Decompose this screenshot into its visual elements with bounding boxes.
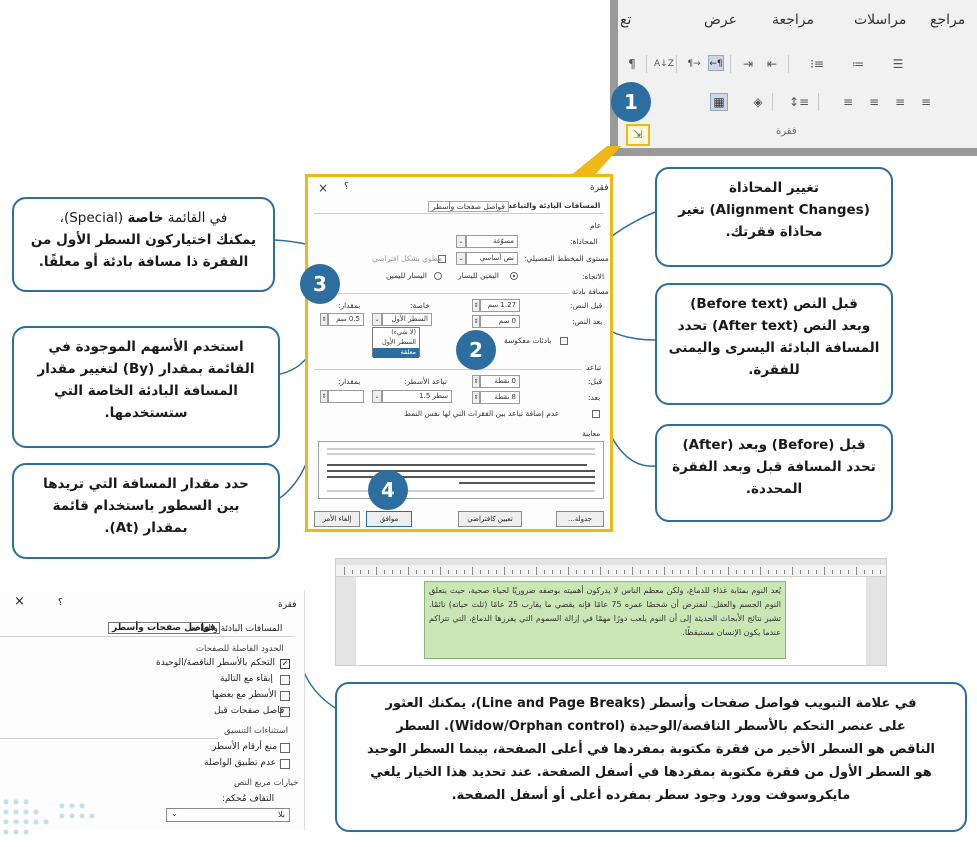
alignment-select[interactable]: مسوّغة <box>466 235 518 248</box>
ruler-tick <box>792 567 793 575</box>
page-break-label: فاصل صفحات قبل <box>214 706 285 716</box>
ruler-tick <box>368 570 369 574</box>
bullets-icon[interactable]: ☰ <box>892 57 904 71</box>
ruler-tick <box>400 570 401 574</box>
special-dropdown-list <box>372 327 420 357</box>
line-spacing-icon[interactable]: ↕≡ <box>788 95 810 109</box>
outline-level-label: مستوى المخطط التفصيلي: <box>524 254 609 263</box>
indentation-header: مسافة بادئة <box>572 287 609 296</box>
ruler-tick <box>344 567 345 575</box>
ruler-tick <box>728 567 729 575</box>
preview-line <box>327 448 595 450</box>
spinner-icon[interactable]: ⇕ <box>320 313 328 326</box>
widow-orphan-checkbox[interactable]: ✓ <box>281 659 289 668</box>
after-label: بعد: <box>588 393 601 402</box>
numbering-icon[interactable]: ≔ <box>852 57 864 71</box>
alignment-label: المحاذاة: <box>570 237 598 246</box>
after-input[interactable]: 8 نقطة <box>480 391 520 404</box>
align-center-icon[interactable]: ≡ <box>894 95 906 109</box>
ruler-tick <box>576 570 577 574</box>
ruler-tick <box>664 567 665 575</box>
chevron-down-icon[interactable]: ⌄ <box>456 252 466 265</box>
tab-mailings[interactable]: مراسلات <box>854 12 907 28</box>
preview-header: معاينة <box>582 429 601 438</box>
chevron-down-icon[interactable]: ⌄ <box>171 809 178 818</box>
dont-add-space-label: عدم إضافة تباعد بين الفقرات التي لها نفس النمط <box>404 409 560 418</box>
pagination-header: الحدود الفاصلة للصفحات <box>196 644 284 654</box>
ruler-tick <box>760 567 761 575</box>
before-label: قبل: <box>588 377 603 386</box>
ruler-tick <box>592 570 593 574</box>
tab-indents-spacing[interactable]: المسافات البادئة والتباعد <box>190 624 283 634</box>
ruler-tick <box>568 567 569 575</box>
dont-hyphenate-checkbox[interactable] <box>280 759 290 769</box>
tab-divider <box>0 636 295 637</box>
decorative-dots <box>0 790 110 847</box>
preview-line <box>327 470 595 472</box>
ruler-tick <box>632 567 633 575</box>
selected-paragraph[interactable] <box>424 581 786 659</box>
increase-indent-icon[interactable]: ⇥ <box>742 57 754 71</box>
preview-line <box>327 453 595 455</box>
ruler-tick <box>864 570 865 574</box>
align-right-icon[interactable]: ≡ <box>920 95 932 109</box>
ruler-tick <box>552 570 553 574</box>
chevron-down-icon[interactable]: ⌄ <box>372 313 382 326</box>
ruler-tick <box>688 570 689 574</box>
callout-by: استخدم الأسهم الموجودة في القائمة بمقدار (By) لتغيير مقدار المسافة البادئة الخاصة التي ستستخدمها. <box>12 326 280 448</box>
outline-level-select[interactable]: نص أساسي <box>466 252 518 265</box>
ruler-tick <box>440 567 441 575</box>
callout-before-after-text: قبل النص (Before text) وبعد النص (After text) تحدد المسافة البادئة اليسرى واليمنى للفقرة. <box>655 283 893 405</box>
step-badge-2: 2 <box>456 330 496 370</box>
divider <box>0 738 218 739</box>
ruler-tick <box>784 570 785 574</box>
tight-wrap-label: التفاف مُحكم: <box>222 794 275 804</box>
callout-alignment: تغيير المحاذاة (Alignment Changes) تغير محاذاة فقرتك. <box>655 167 893 267</box>
formatting-header: استثناءات التنسيق <box>224 726 289 736</box>
callout-before-after: قبل (Before) وبعد (After) تحدد المسافة قبل وبعد الفقرة المحددة. <box>655 424 893 522</box>
ruler-tick <box>624 570 625 574</box>
dont-add-space-checkbox[interactable] <box>592 410 600 418</box>
ruler-tick <box>832 570 833 574</box>
ruler-tick <box>680 570 681 574</box>
special-option-hanging[interactable]: معلقة <box>373 348 419 358</box>
ruler-tick <box>704 570 705 574</box>
spacing-header: تباعد <box>586 363 602 372</box>
spinner-icon[interactable]: ⇕ <box>472 315 480 328</box>
ruler <box>336 565 886 577</box>
callout-widow-orphan: في علامة التبويب فواصل صفحات وأسطر (Line and Page Breaks)، يمكنك العثور على عنصر التحكم بالأسطر الناقصة/الوحيدة (Widow/Orphan control). السطر الناقص هو السطر الأخير من فقرة مكتوبة بمفردها في أعلى الصفحة، بينما السطر الوحيد هو السطر الأول من فقرة مكتوبة بمفردها في أسفل الصفحة. عند تحديد هذا الخيار يلغي مايكروسوفت وورد وجود سطر بمفرده أعلى أو أسفل الصفحة. <box>335 682 967 832</box>
ruler-tick <box>856 567 857 575</box>
tab-line-page-breaks[interactable]: فواصل صفحات وأسطر <box>108 622 220 634</box>
before-text-input[interactable]: 1.27 سم <box>480 299 520 312</box>
spinner-icon[interactable]: ⇕ <box>472 375 480 388</box>
preview-line <box>327 464 587 466</box>
close-icon[interactable]: × <box>14 594 25 609</box>
general-header: عام <box>590 221 602 230</box>
before-input[interactable]: 0 نقطة <box>480 375 520 388</box>
ruler-tick <box>816 570 817 574</box>
after-text-input[interactable]: 0 سم <box>480 315 520 328</box>
widow-orphan-label: التحكم بالأسطر الناقصة/الوحيدة <box>156 658 275 668</box>
paragraph-text: يُعد النوم بمثابة غذاء للدماغ، ولكن معظم الناس لا يدركون أهميته بوصفه ضروريًا لحياة صحية، حيث يتعلق النوم الجسم والعقل. لنفترض أن شخصًا عمره 75 عامًا فإنه يقضي ما يقارب 25 عامًا (ثلث حياته) نائمًا. تشير نتائج الأبحاث الحديثة إلى أن النوم يلعب دورًا مهمًا في إزالة السموم التي يفرزها الدماغ، التي تتراكم عندما يكون الإنسان مستيقظًا. <box>429 586 781 637</box>
ruler-tick <box>464 570 465 574</box>
ruler-tick <box>840 570 841 574</box>
line-spacing-select[interactable]: سطر 1.5 <box>382 390 452 403</box>
ruler-tick <box>512 570 513 574</box>
chevron-down-icon[interactable]: ⌄ <box>456 235 466 248</box>
ok-button[interactable]: موافق <box>366 511 412 527</box>
ruler-tick <box>880 570 881 574</box>
ruler-tick <box>424 570 425 574</box>
ruler-tick <box>544 570 545 574</box>
chevron-down-icon[interactable]: ⌄ <box>372 390 382 403</box>
decrease-indent-icon[interactable]: ⇤ <box>766 57 778 71</box>
line-spacing-label: تباعد الأسطر: <box>404 377 447 386</box>
ruler-tick <box>608 570 609 574</box>
ltr-paragraph-icon[interactable]: ¶→ <box>687 59 701 69</box>
direction-label: الاتجاه: <box>582 272 605 281</box>
ruler-tick <box>472 567 473 575</box>
collapsed-label: مطوي بشكل افتراضي <box>372 254 443 263</box>
by-label: بمقدار: <box>338 301 361 310</box>
ruler-tick <box>640 570 641 574</box>
tab-divider <box>314 213 604 214</box>
ruler-tick <box>536 567 537 575</box>
suppress-line-numbers-label: منع أرقام الأسطر <box>212 742 278 752</box>
ruler-tick <box>824 567 825 575</box>
callout-special: في القائمة خاصة (Special)، يمكنك اختياركون السطر الأول من الفقرة ذا مسافة بادئة أو معلقًا. <box>12 197 275 292</box>
step-badge-4: 4 <box>368 470 408 510</box>
ruler-tick <box>656 570 657 574</box>
rtl-label: اليمين لليسار <box>458 271 499 280</box>
before-text-label: قبل النص: <box>570 301 603 310</box>
ruler-tick <box>648 570 649 574</box>
special-select[interactable]: السطر الأول <box>382 313 432 326</box>
ruler-tick <box>584 570 585 574</box>
ruler-tick <box>560 570 561 574</box>
document-screenshot <box>335 558 887 666</box>
after-text-label: بعد النص: <box>572 317 603 326</box>
dialog-launcher-icon[interactable]: ⇲ <box>626 124 650 146</box>
suppress-line-numbers-checkbox[interactable] <box>280 743 290 753</box>
tab-view[interactable]: عرض <box>704 12 738 28</box>
tab-line-page-breaks[interactable]: فواصل صفحات وأسطر <box>428 201 509 212</box>
document-page <box>356 577 866 665</box>
tab-review[interactable]: مراجعة <box>772 12 815 28</box>
spinner-icon[interactable]: ⇕ <box>472 299 480 312</box>
keep-lines-label: الأسطر مع بعضها <box>212 690 277 700</box>
ruler-tick <box>720 570 721 574</box>
special-option-none[interactable]: (لا شيء) <box>391 328 416 336</box>
step-badge-3: 3 <box>300 264 340 304</box>
at-input[interactable] <box>328 390 364 403</box>
sort-icon[interactable]: A↓Z <box>654 59 674 69</box>
tab-indents-spacing[interactable]: المسافات البادئة والتباعد <box>508 201 601 210</box>
divider <box>314 369 582 370</box>
keep-lines-checkbox[interactable] <box>280 691 290 701</box>
ruler-tick <box>376 567 377 575</box>
borders-icon[interactable]: ▦ <box>710 93 728 111</box>
preview-box <box>318 441 604 499</box>
at-label: بمقدار: <box>338 377 361 386</box>
dont-hyphenate-label: عدم تطبيق الواصلة <box>204 758 277 768</box>
tight-wrap-select[interactable] <box>166 808 290 822</box>
ruler-tick <box>392 570 393 574</box>
ruler-tick <box>872 570 873 574</box>
ruler-tick <box>848 570 849 574</box>
ruler-tick <box>528 570 529 574</box>
ruler-tick <box>672 570 673 574</box>
ruler-tick <box>408 567 409 575</box>
special-option-first-line[interactable]: السطر الأول <box>382 338 416 346</box>
dialog-title: فقرة <box>278 600 297 610</box>
ruler-tick <box>752 570 753 574</box>
ruler-tick <box>736 570 737 574</box>
callout-at: حدد مقدار المسافة التي تريدها بين السطور باستخدام قائمة بمقدار (At). <box>12 463 280 559</box>
ruler-tick <box>616 570 617 574</box>
help-icon[interactable]: ؟ <box>344 182 349 192</box>
keep-next-label: إبقاء مع التالية <box>220 674 273 684</box>
ruler-tick <box>776 570 777 574</box>
step-badge-1: 1 <box>611 82 651 122</box>
pilcrow-icon[interactable]: ¶ <box>628 57 636 71</box>
ruler-tick <box>504 567 505 575</box>
spinner-icon[interactable]: ⇕ <box>472 391 480 404</box>
mirror-indents-checkbox[interactable] <box>560 337 568 345</box>
shading-icon[interactable]: ◈ <box>753 95 763 109</box>
align-left-icon[interactable]: ≡ <box>868 95 880 109</box>
spinner-icon[interactable]: ⇕ <box>320 390 328 403</box>
ruler-tick <box>520 570 521 574</box>
ltr-radio[interactable] <box>434 272 442 280</box>
rtl-radio[interactable] <box>510 272 518 280</box>
ruler-tick <box>456 570 457 574</box>
ruler-tick <box>416 570 417 574</box>
tabs-button[interactable]: جدولة... <box>556 511 604 527</box>
preview-line <box>327 476 595 478</box>
by-input[interactable]: 0.5 سم <box>328 313 364 326</box>
dialog-title: فقرة <box>590 183 609 193</box>
ruler-tick <box>384 570 385 574</box>
group-label-paragraph: فقرة <box>776 126 797 137</box>
help-icon[interactable]: ؟ <box>58 598 63 608</box>
cancel-button[interactable]: إلغاء الأمر <box>314 511 360 527</box>
mirror-indents-label: بادئات معكوسة <box>504 336 552 345</box>
preview-line <box>459 482 595 484</box>
keep-next-checkbox[interactable] <box>280 675 290 685</box>
ruler-tick <box>600 567 601 575</box>
ruler-tick <box>696 567 697 575</box>
ruler-tick <box>808 570 809 574</box>
ltr-label: اليسار لليمين <box>386 271 427 280</box>
ruler-tick <box>488 570 489 574</box>
tab-references[interactable]: مراجع <box>930 12 966 28</box>
divider <box>314 293 568 294</box>
ruler-tick <box>712 570 713 574</box>
textbox-options-header: خيارات مربع النص <box>234 778 299 788</box>
justify-icon[interactable]: ≡ <box>842 95 854 109</box>
ruler-tick <box>448 570 449 574</box>
tab-more[interactable]: تع <box>620 12 632 28</box>
ruler-tick <box>352 570 353 574</box>
tight-wrap-value: بلا <box>278 810 285 819</box>
set-default-button[interactable]: تعيين كافتراضي <box>458 511 522 527</box>
ruler-tick <box>800 570 801 574</box>
ruler-tick <box>496 570 497 574</box>
ruler-tick <box>480 570 481 574</box>
ruler-tick <box>768 570 769 574</box>
multilevel-list-icon[interactable]: ⁝≡ <box>810 57 824 71</box>
rtl-paragraph-icon[interactable]: ←¶ <box>708 55 724 71</box>
ruler-tick <box>744 570 745 574</box>
close-icon[interactable]: × <box>318 181 329 195</box>
ruler-tick <box>360 570 361 574</box>
ruler-tick <box>432 570 433 574</box>
special-label: خاصة: <box>410 301 430 310</box>
